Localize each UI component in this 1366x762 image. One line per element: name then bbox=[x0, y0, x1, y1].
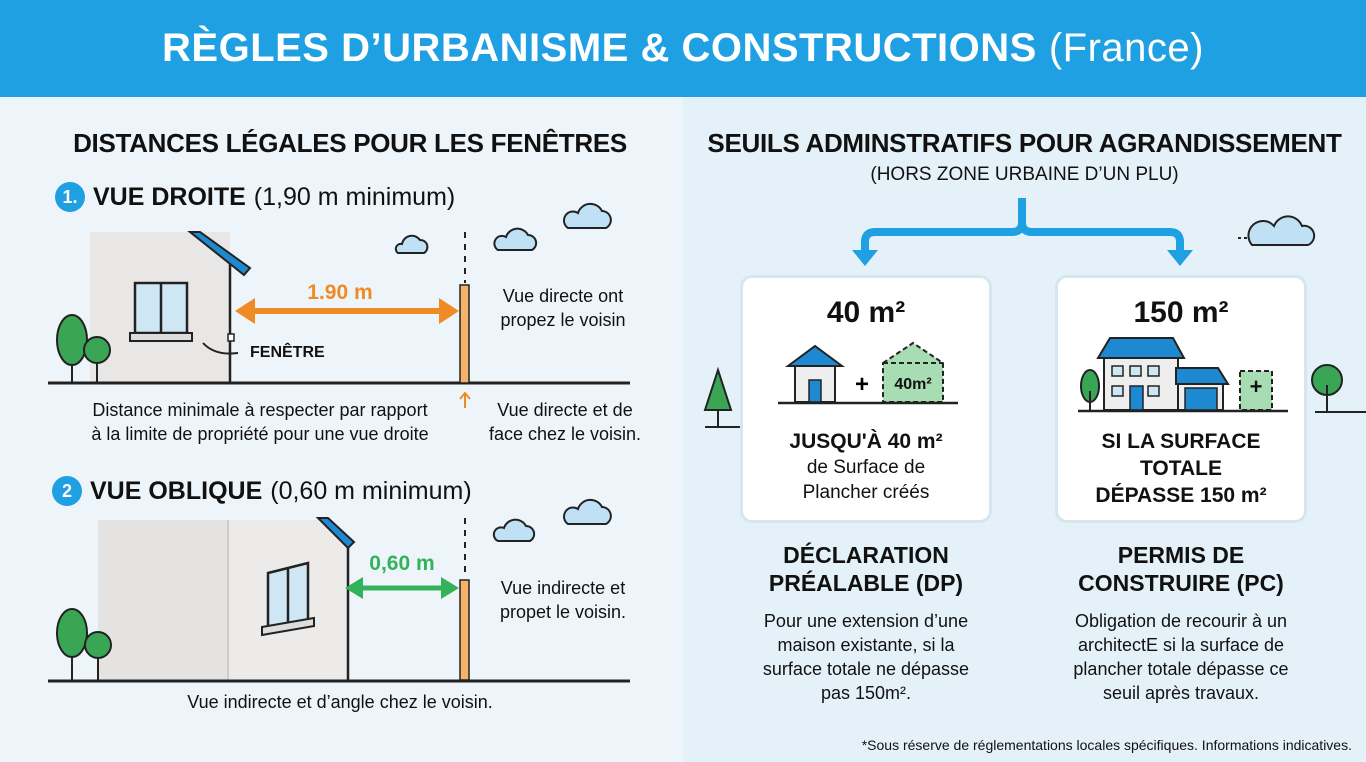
desc-line: pas 150m². bbox=[820, 683, 912, 703]
card-value: 40 m² bbox=[826, 296, 906, 329]
desc-line: architectE si la surface de bbox=[1077, 635, 1285, 655]
section1-subtitle: (1,90 m minimum) bbox=[253, 182, 456, 211]
large-house-icon bbox=[1058, 336, 1310, 416]
caption-line: face chez le voisin. bbox=[488, 424, 642, 444]
desc-line: seuil après travaux. bbox=[1102, 683, 1260, 703]
section1-number: 1. bbox=[55, 182, 85, 212]
result-pc bbox=[1055, 541, 1307, 597]
result-line: PERMIS DE bbox=[1117, 542, 1245, 568]
section2-subtitle: (0,60 m minimum) bbox=[270, 476, 472, 505]
result-line: DÉCLARATION bbox=[783, 542, 949, 568]
desc-line: Obligation de recourir à un bbox=[1074, 611, 1288, 631]
card-caption-small: de Surface de bbox=[806, 457, 926, 478]
note-line: propet le voisin. bbox=[499, 602, 627, 622]
section2-title: VUE OBLIQUE bbox=[90, 476, 263, 505]
window-label: FENÊTRE bbox=[250, 344, 325, 361]
cloud-3-icon bbox=[1238, 216, 1314, 245]
desc-line: Pour une extension d’une bbox=[763, 611, 969, 631]
desc-line: surface totale ne dépasse bbox=[762, 659, 970, 679]
right-title: SEUILS ADMINSTRATIFS POUR AGRANDISSEMENT bbox=[707, 128, 1342, 158]
house-extension-icon bbox=[743, 338, 995, 418]
caption-line: Vue directe et de bbox=[497, 400, 633, 420]
result-line: PRÉALABLE (DP) bbox=[768, 570, 964, 596]
note-line: propez le voisin bbox=[500, 310, 626, 330]
section1-title: VUE DROITE bbox=[93, 182, 246, 211]
extension-badge: 40m² bbox=[894, 376, 932, 393]
card-caption: DÉPASSE 150 m² bbox=[1095, 484, 1267, 507]
distance-label-2: 0,60 m bbox=[369, 552, 435, 575]
distance-label-1: 1.90 m bbox=[307, 281, 373, 304]
desc-line: plancher totale dépasse ce bbox=[1073, 659, 1289, 679]
card-caption: TOTALE bbox=[1139, 457, 1223, 480]
result-dp bbox=[740, 541, 992, 597]
section2-caption: Vue indirecte et d’angle chez le voisin. bbox=[187, 692, 493, 712]
caption-line: à la limite de propriété pour une vue droite bbox=[91, 424, 429, 444]
svg-text:+: + bbox=[855, 371, 870, 398]
footnote: *Sous réserve de réglementations locales spécifiques. Informations indicatives. bbox=[861, 737, 1352, 753]
title-light: (France) bbox=[1048, 26, 1204, 70]
card-caption: SI LA SURFACE bbox=[1101, 430, 1261, 453]
desc-pc bbox=[1040, 609, 1322, 705]
card-value: 150 m² bbox=[1133, 296, 1229, 329]
card-caption: JUSQU'À 40 m² bbox=[789, 430, 943, 453]
note-line: Vue indirecte et bbox=[500, 578, 626, 598]
card-caption-block bbox=[743, 428, 989, 505]
card-caption-block bbox=[1058, 428, 1304, 509]
caption-line: Distance minimale à respecter par rapport bbox=[92, 400, 428, 420]
card-150m2 bbox=[1055, 275, 1307, 523]
result-line: CONSTRUIRE (PC) bbox=[1078, 570, 1284, 596]
section2-number: 2 bbox=[52, 476, 82, 506]
note-line: Vue directe ont bbox=[502, 286, 624, 306]
pine-tree-icon bbox=[705, 370, 740, 427]
plus-icon: + bbox=[1249, 374, 1263, 399]
round-tree-icon bbox=[1312, 365, 1366, 412]
card-caption-small: Plancher créés bbox=[802, 482, 930, 503]
right-subtitle: (HORS ZONE URBAINE D’UN PLU) bbox=[870, 164, 1179, 185]
left-title: DISTANCES LÉGALES POUR LES FENÊTRES bbox=[73, 128, 627, 158]
desc-dp bbox=[730, 609, 1002, 705]
desc-line: maison existante, si la bbox=[777, 635, 955, 655]
card-40m2 bbox=[740, 275, 992, 523]
title-bold: RÈGLES D’URBANISME & CONSTRUCTIONS bbox=[162, 26, 1037, 70]
